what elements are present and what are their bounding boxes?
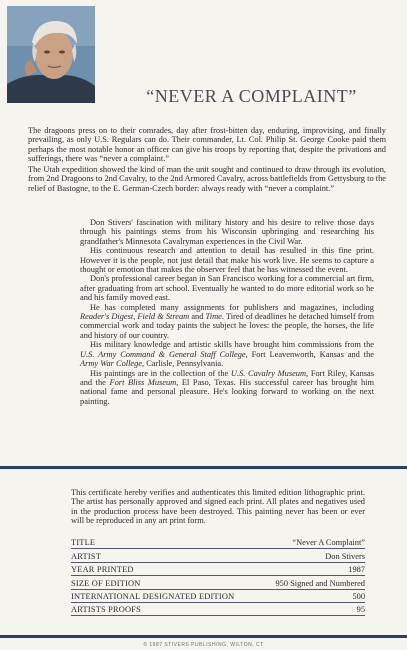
detail-label: INTERNATIONAL DESIGNATED EDITION: [71, 591, 235, 601]
detail-row: [71, 576, 365, 589]
copyright-footer: © 1987 STIVERS PUBLISHING, WILTON, CT: [143, 642, 264, 648]
detail-label: YEAR PRINTED: [71, 565, 134, 575]
detail-value: Don Stivers: [325, 551, 365, 561]
intro-paragraph: The Utah expedition showed the kind of man the unit sought and continued to draw through its evolution, from 2nd Dragoons to 2nd Cavalry, to the 2nd Armored Cavalry, across battlefields from Gettysburg to the relief of Bastogne, to the E. German-Czech border: always ready with “never a complaint.”: [28, 165, 386, 193]
bio-paragraph: Don's professional career began in San Francisco working for a commercial art firm, after graduating from art school. Eventually he wanted to do more editorial work so he and his family moved east.: [80, 274, 374, 303]
bio-paragraph: His military knowledge and artistic skills have brought him commissions from the U.S. Army Command & General Staff College, Fort Leavenworth, Kansas and the Army War College, Carlisle, Pennsylvania.: [80, 340, 375, 369]
bio-paragraph: His continuous research and attention to detail has resulted in this fine print. However it is the people, not just detail that make his work live. He seems to capture a thought or emotion that makes the observer feel that he has witnessed the event.: [80, 246, 374, 275]
intro-paragraph: The dragoons press on to their comrades, day after frost-bitten day, enduring, improvising, and finally prevailing, as only U.S. Regulars can do. Their commander, Lt. Col. Philip St. George Cooke paid them perhaps the most notable honor an officer can give his troops by reporting that, despite the privations and sufferings, there was “never a complaint.”: [28, 126, 386, 164]
bio-paragraph: He has completed many assignments for publishers and magazines, including Reader's Digest, Field & Stream and Time. Tired of deadlines he detached himself from commercial work and today paints the subject he loves: the people, the horses, the life and history of our country.: [80, 302, 375, 340]
headline: “NEVER A COMPLAINT”: [146, 86, 357, 106]
detail-label: TITLE: [71, 538, 96, 548]
detail-row: [71, 590, 365, 603]
detail-value: “Never A Complaint”: [292, 538, 365, 548]
detail-value: 1987: [348, 565, 365, 575]
divider-rule: [0, 635, 407, 638]
artist-biography: [80, 218, 374, 406]
detail-label: ARTISTS PROOFS: [71, 605, 142, 615]
bio-paragraph: Don Stivers' fascination with military history and his desire to relive those days through his paintings stems from his Wisconsin upbringing and researching his grandfather's Minnesota Cavalryman experiences in the Civil War.: [80, 218, 374, 246]
detail-label: SIZE OF EDITION: [71, 578, 141, 588]
detail-value: 950 Signed and Numbered: [275, 578, 365, 588]
detail-value: 95: [356, 605, 365, 615]
bio-paragraph: His paintings are in the collection of the U.S. Cavalry Museum, Fort Riley, Kansas and the Fort Bliss Museum, El Paso, Texas. His successful career has brought him national fame and personal pleasure. He's looking forward to working on the next painting.: [80, 368, 374, 406]
detail-row: [71, 549, 365, 562]
detail-row: [71, 603, 365, 616]
certificate-statement: This certificate hereby verifies and authenticates this limited edition lithographic print. The artist has personally approved and signed each print. All plates and negatives used in the production process have been destroyed. This painting never has been or ever will be reproduced in any art print form.: [71, 488, 365, 526]
divider-rule: [0, 466, 407, 469]
artist-portrait: [7, 6, 95, 103]
detail-label: ARTIST: [71, 551, 102, 561]
detail-row: [71, 536, 365, 549]
edition-details-table: [71, 536, 365, 616]
detail-row: [71, 563, 365, 576]
detail-value: 500: [352, 591, 365, 601]
